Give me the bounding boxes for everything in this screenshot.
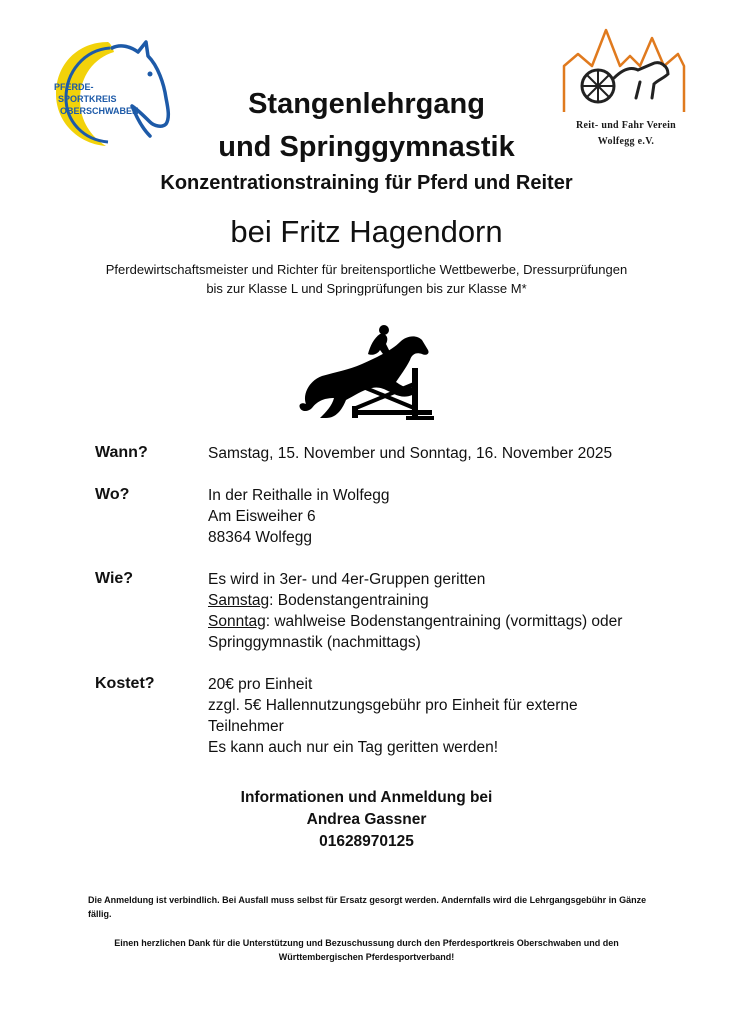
instructor-description-1: Pferdewirtschaftsmeister und Richter für breitensportliche Wettbewerbe, Dressurprüfungen <box>105 262 628 277</box>
how-line-4: Springgymnastik (nachmittags) <box>208 634 421 651</box>
sunday-text: : wahlweise Bodenstangentraining (vormittags) oder <box>265 613 623 630</box>
where-label: Wo? <box>95 486 130 503</box>
cost-line-2: zzgl. 5€ Hallennutzungsgebühr pro Einheit für externe <box>208 697 578 714</box>
cost-label: Kostet? <box>95 675 155 692</box>
thanks-note <box>0 936 733 964</box>
instructor-name: bei Fritz Hagendorn <box>230 214 503 249</box>
contact-heading: Informationen und Anmeldung bei <box>240 789 493 806</box>
subtitle: Konzentrationstraining für Pferd und Reiter <box>160 172 573 194</box>
how-line-1: Es wird in 3er- und 4er-Gruppen geritten <box>208 571 486 588</box>
saturday-label: Samstag <box>208 592 270 609</box>
logo-line-2: SPORTKREIS <box>58 94 117 104</box>
logo-line-1: PFERDE- <box>54 82 94 92</box>
when-value: Samstag, 15. November und Sonntag, 16. November 2025 <box>208 445 613 462</box>
cost-line-4: Es kann auch nur ein Tag geritten werden! <box>208 739 499 756</box>
registration-note: Die Anmeldung ist verbindlich. Bei Ausfall muss selbst für Ersatz gesorgt werden. Andernfalls wird die Lehrgangsgebühr in Gänze fällig. <box>88 895 647 919</box>
contact-phone: 01628970125 <box>319 833 414 850</box>
how-line-sunday <box>208 611 622 632</box>
contact-name: Andrea Gassner <box>306 811 427 828</box>
thanks-line-2: Württembergischen Pferdesportverband! <box>278 952 455 962</box>
where-line-2: Am Eisweiher 6 <box>208 508 316 525</box>
horse-jumping-silhouette-icon <box>296 324 436 422</box>
how-line-saturday <box>208 590 429 611</box>
sunday-label: Sonntag <box>208 613 266 630</box>
club-name-line-2: Wolfegg e.V. <box>597 136 655 147</box>
title-line-1: Stangenlehrgang <box>248 88 485 120</box>
thanks-line-1: Einen herzlichen Dank für die Unterstützung und Bezuschussung durch den Pferdesportkreis Oberschwaben und den <box>114 938 619 948</box>
club-name-line-1: Reit- und Fahr Verein <box>575 120 677 131</box>
cost-line-3: Teilnehmer <box>208 718 284 735</box>
when-label: Wann? <box>95 444 148 461</box>
where-line-1: In der Reithalle in Wolfegg <box>208 487 390 504</box>
cost-line-1: 20€ pro Einheit <box>208 676 313 693</box>
title-line-2: und Springgymnastik <box>218 131 515 163</box>
saturday-text: : Bodenstangentraining <box>269 592 429 609</box>
instructor-description-2: bis zur Klasse L und Springprüfungen bis zur Klasse M* <box>206 281 527 296</box>
logo-line-3: OBERSCHWABEN <box>60 106 139 116</box>
how-label: Wie? <box>95 570 134 587</box>
where-line-3: 88364 Wolfegg <box>208 529 312 546</box>
